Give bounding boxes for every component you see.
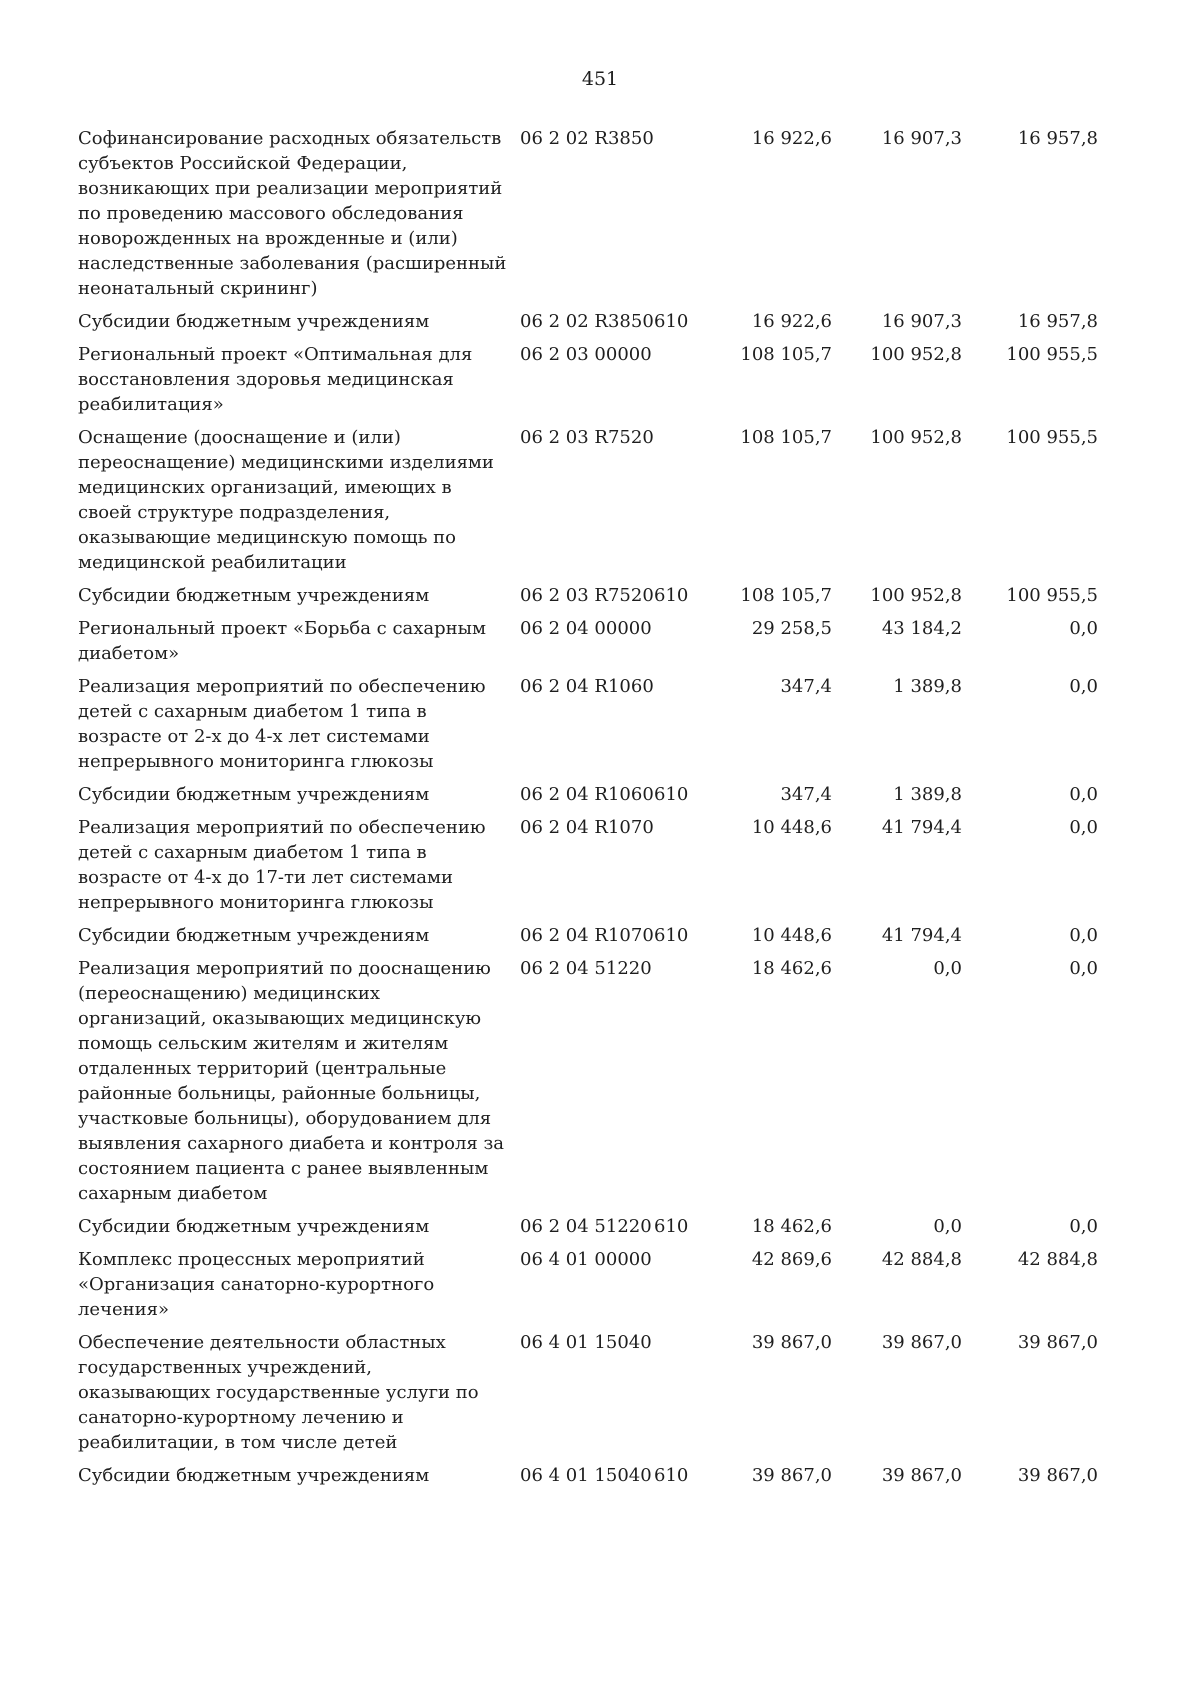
row-amount-year3: 0,0 [1069, 1216, 1098, 1237]
row-amount-year1: 347,4 [780, 784, 832, 805]
row-amount-year1: 10 448,6 [751, 817, 832, 838]
row-target-code: 06 4 01 15040 [520, 1332, 652, 1353]
row-target-code: 06 2 04 51220 [520, 1216, 652, 1237]
row-expense-type: 610 [654, 784, 689, 805]
table-row [78, 616, 1168, 666]
table-row [78, 1463, 1168, 1488]
row-amount-year3: 39 867,0 [1017, 1465, 1098, 1486]
row-expense-type: 610 [654, 1465, 689, 1486]
row-name: Оснащение (дооснащение и (или) переоснащение) медицинскими изделиями медицинских организаций, имеющих в своей структуре подразделения, оказывающие медицинскую помощь по медицинской реабилитации [78, 427, 494, 573]
row-name: Субсидии бюджетным учреждениям [78, 1465, 430, 1486]
row-amount-year2: 42 884,8 [881, 1249, 962, 1270]
row-amount-year2: 39 867,0 [881, 1332, 962, 1353]
row-target-code: 06 2 02 R3850 [520, 128, 654, 149]
row-expense-type: 610 [654, 585, 689, 606]
row-amount-year3: 0,0 [1069, 618, 1098, 639]
row-target-code: 06 2 04 R1070 [520, 817, 654, 838]
row-amount-year1: 10 448,6 [751, 925, 832, 946]
row-amount-year2: 41 794,4 [881, 817, 962, 838]
row-amount-year3: 0,0 [1069, 958, 1098, 979]
row-amount-year1: 347,4 [780, 676, 832, 697]
row-name: Реализация мероприятий по обеспечению детей с сахарным диабетом 1 типа в возрасте от 2-х до 4-х лет системами непрерывного мониторинга глюкозы [78, 676, 486, 772]
table-row [78, 782, 1168, 807]
row-target-code: 06 2 03 R7520 [520, 427, 654, 448]
row-amount-year3: 100 955,5 [1006, 344, 1098, 365]
row-amount-year1: 108 105,7 [740, 585, 832, 606]
row-amount-year1: 42 869,6 [751, 1249, 832, 1270]
row-amount-year1: 18 462,6 [751, 1216, 832, 1237]
row-amount-year3: 0,0 [1069, 784, 1098, 805]
row-amount-year2: 43 184,2 [881, 618, 962, 639]
row-amount-year1: 39 867,0 [751, 1332, 832, 1353]
row-amount-year2: 0,0 [933, 958, 962, 979]
row-amount-year1: 16 922,6 [751, 128, 832, 149]
table-row [78, 126, 1168, 301]
table-row [78, 583, 1168, 608]
row-amount-year3: 42 884,8 [1017, 1249, 1098, 1270]
row-name: Реализация мероприятий по дооснащению (переоснащению) медицинских организаций, оказывающих медицинскую помощь сельским жителям и жителям отдаленных территорий (центральные районные больницы, районные больницы, участковые больницы), оборудованием для выявления сахарного диабета и контроля за состоянием пациента с ранее выявленным сахарным диабетом [78, 958, 505, 1204]
page-number: 451 [581, 68, 619, 90]
row-name: Реализация мероприятий по обеспечению детей с сахарным диабетом 1 типа в возрасте от 4-х до 17-ти лет системами непрерывного мониторинга глюкозы [78, 817, 486, 913]
table-row [78, 815, 1168, 915]
row-name: Комплекс процессных мероприятий «Организация санаторно-курортного лечения» [78, 1249, 435, 1320]
budget-table [78, 126, 1168, 1496]
row-amount-year2: 100 952,8 [870, 427, 962, 448]
row-amount-year2: 100 952,8 [870, 585, 962, 606]
row-amount-year2: 0,0 [933, 1216, 962, 1237]
row-amount-year2: 100 952,8 [870, 344, 962, 365]
row-amount-year2: 1 389,8 [893, 676, 962, 697]
row-name: Субсидии бюджетным учреждениям [78, 1216, 430, 1237]
row-target-code: 06 2 02 R3850 [520, 311, 654, 332]
row-amount-year3: 0,0 [1069, 925, 1098, 946]
table-row [78, 342, 1168, 417]
row-target-code: 06 2 04 R1060 [520, 784, 654, 805]
row-name: Региональный проект «Оптимальная для восстановления здоровья медицинская реабилитация» [78, 344, 473, 415]
row-name: Субсидии бюджетным учреждениям [78, 311, 430, 332]
row-target-code: 06 2 04 R1060 [520, 676, 654, 697]
table-row [78, 923, 1168, 948]
row-amount-year3: 39 867,0 [1017, 1332, 1098, 1353]
row-amount-year1: 108 105,7 [740, 344, 832, 365]
row-target-code: 06 4 01 15040 [520, 1465, 652, 1486]
row-name: Софинансирование расходных обязательств субъектов Российской Федерации, возникающих при реализации мероприятий по проведению массового обследования новорожденных на врожденные и (или) наследственные заболевания (расширенный неонатальный скрининг) [78, 128, 507, 299]
row-name: Региональный проект «Борьба с сахарным диабетом» [78, 618, 487, 664]
row-amount-year2: 41 794,4 [881, 925, 962, 946]
table-row [78, 674, 1168, 774]
table-row [78, 1247, 1168, 1322]
row-amount-year2: 39 867,0 [881, 1465, 962, 1486]
row-expense-type: 610 [654, 925, 689, 946]
row-target-code: 06 2 04 51220 [520, 958, 652, 979]
row-amount-year1: 29 258,5 [751, 618, 832, 639]
row-amount-year1: 108 105,7 [740, 427, 832, 448]
row-amount-year2: 16 907,3 [881, 311, 962, 332]
row-name: Субсидии бюджетным учреждениям [78, 784, 430, 805]
row-name: Субсидии бюджетным учреждениям [78, 925, 430, 946]
table-row [78, 1214, 1168, 1239]
row-amount-year1: 16 922,6 [751, 311, 832, 332]
table-row [78, 425, 1168, 575]
row-amount-year3: 100 955,5 [1006, 585, 1098, 606]
row-expense-type: 610 [654, 1216, 689, 1237]
row-name: Обеспечение деятельности областных государственных учреждений, оказывающих государственные услуги по санаторно-курортному лечению и реабилитации, в том числе детей [78, 1332, 479, 1453]
table-row [78, 1330, 1168, 1455]
table-row [78, 956, 1168, 1206]
row-target-code: 06 4 01 00000 [520, 1249, 652, 1270]
row-amount-year3: 0,0 [1069, 817, 1098, 838]
row-name: Субсидии бюджетным учреждениям [78, 585, 430, 606]
row-amount-year3: 0,0 [1069, 676, 1098, 697]
row-target-code: 06 2 03 R7520 [520, 585, 654, 606]
row-amount-year2: 16 907,3 [881, 128, 962, 149]
table-row [78, 309, 1168, 334]
row-target-code: 06 2 03 00000 [520, 344, 652, 365]
row-amount-year1: 39 867,0 [751, 1465, 832, 1486]
row-target-code: 06 2 04 R1070 [520, 925, 654, 946]
row-amount-year3: 100 955,5 [1006, 427, 1098, 448]
row-target-code: 06 2 04 00000 [520, 618, 652, 639]
row-amount-year3: 16 957,8 [1017, 311, 1098, 332]
row-amount-year3: 16 957,8 [1017, 128, 1098, 149]
row-amount-year1: 18 462,6 [751, 958, 832, 979]
row-amount-year2: 1 389,8 [893, 784, 962, 805]
row-expense-type: 610 [654, 311, 689, 332]
